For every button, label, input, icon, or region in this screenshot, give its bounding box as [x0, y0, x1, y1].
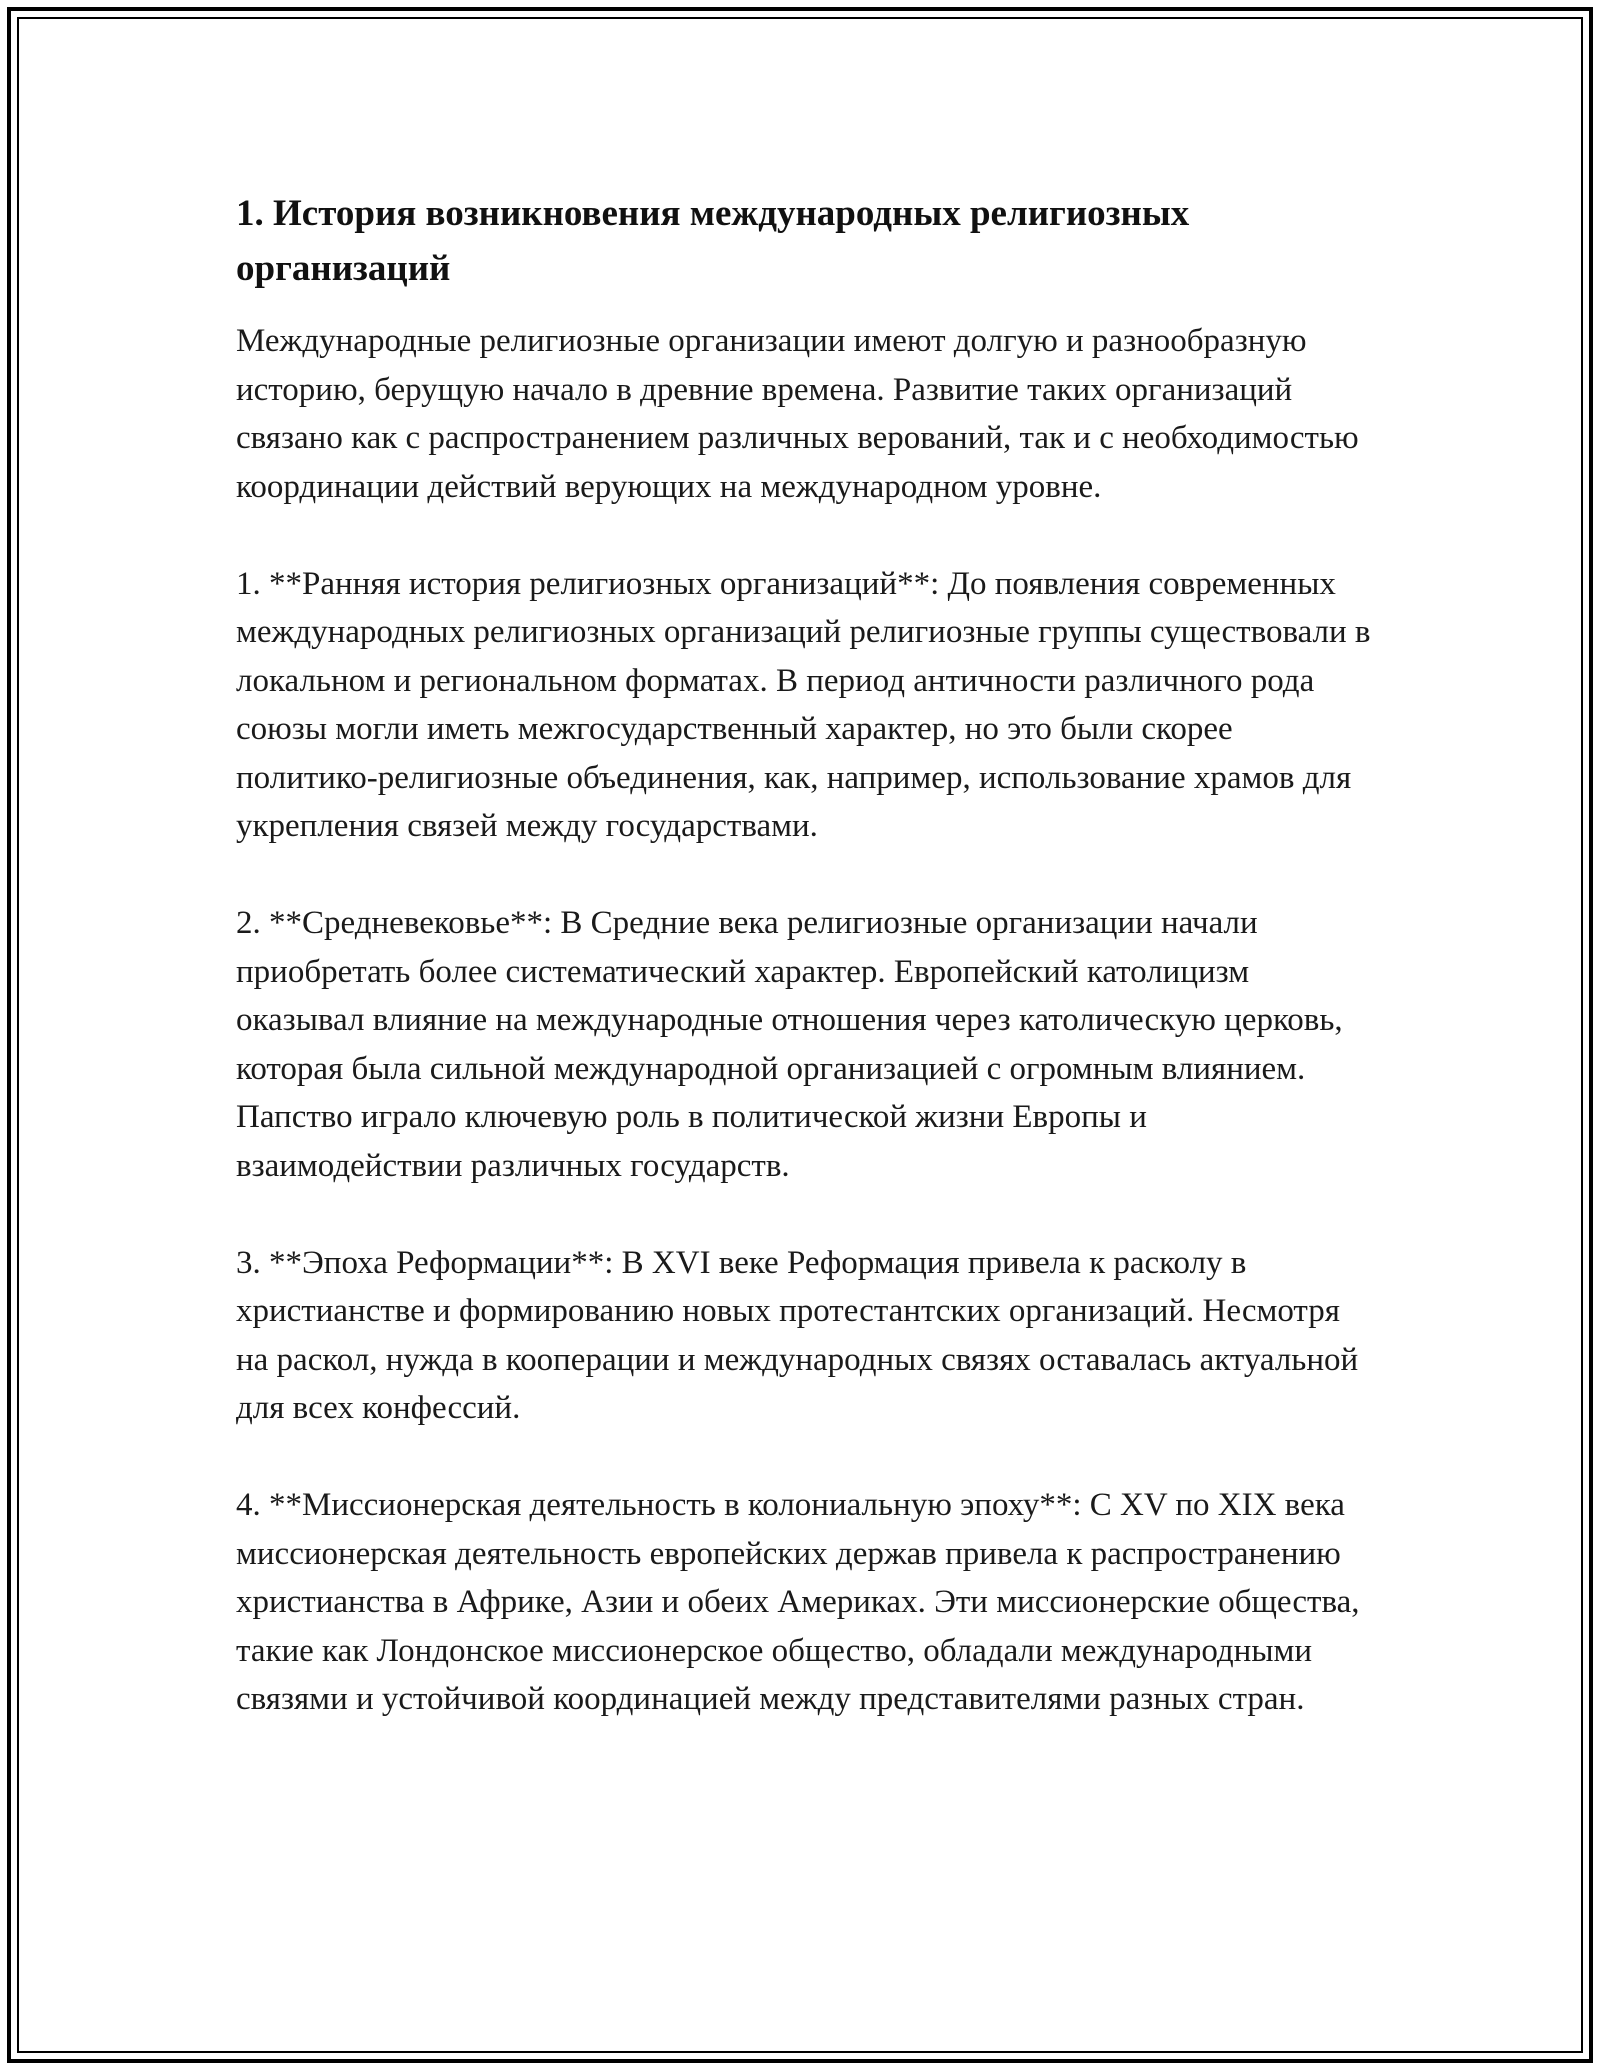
intro-paragraph: Международные религиозные организации имеют долгую и разнообразную историю, берущую начало в древние времена. Развитие таких организаций связано как с распространением различных верований, так и с необходимостью координации действий верующих на международном уровне. [236, 323, 1359, 505]
list-item-middle-ages: 2. **Средневековье**: В Средние века религиозные организации начали приобретать более систематический характер. Европейский католицизм оказывал влияние на международные отношения через католическую церковь, которая была сильной международной организацией с огромным влиянием. Папство играло ключевую роль в политической жизни Европы и взаимодействии различных государств. [236, 905, 1343, 1184]
document-body [236, 186, 1376, 1724]
section-heading: 1. История возникновения международных религиозных организаций [236, 193, 1190, 289]
list-item-missionary-era: 4. **Миссионерская деятельность в колониальную эпоху**: С XV по XIX века миссионерская деятельность европейских держав привела к распространению христианства в Африке, Азии и обеих Америках. Эти миссионерские общества, такие как Лондонское миссионерское общество, обладали международными связями и устойчивой координацией между представителями разных стран. [236, 1487, 1360, 1717]
list-item-reformation: 3. **Эпоха Реформации**: В XVI веке Реформация привела к расколу в христианстве и формированию новых протестантских организаций. Несмотря на раскол, нужда в кооперации и международных связях оставалась актуальной для всех конфессий. [236, 1244, 1359, 1426]
list-item-early-history: 1. **Ранняя история религиозных организаций**: До появления современных международных религиозных организаций религиозные группы существовали в локальном и региональном форматах. В период античности различного рода союзы могли иметь межгосударственный характер, но это были скорее политико-религиозные объединения, как, например, использование храмов для укрепления связей между государствами. [236, 565, 1371, 844]
